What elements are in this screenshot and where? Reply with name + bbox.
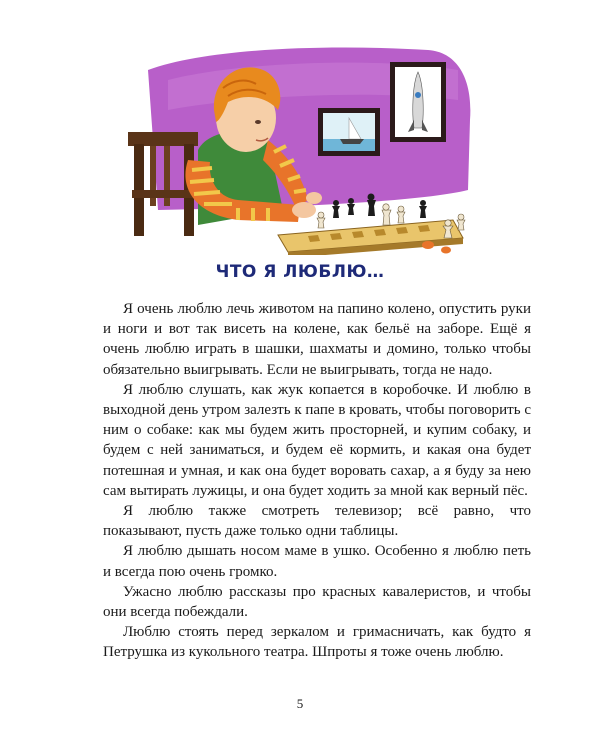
paragraph: Ужасно люблю рассказы про красных кавалеристов, и чтобы они всегда побеждали. [103,583,531,621]
paragraph: Я люблю слушать, как жук копается в коробочке. И люблю в выходной день утром залезть к папе в кровать, чтобы поговорить с ним о собаке: как мы будем жить просторней, и купим собаку, и будем с ней заниматься, и будем её кормить, и какая она будет потешная и умная, и как она будет воровать сахар, а я буду за нею сам вытирать лужицы, и она будет ходить за мной как верный пёс. [103,381,531,499]
story-text [103,299,531,663]
paragraph: Люблю стоять перед зеркалом и гримасничать, как будто я Петрушка из кукольного театра. Шпроты я тоже очень люблю. [103,624,531,661]
sailboat-picture [318,108,380,156]
paragraph: Я люблю также смотреть телевизор; всё равно, что показывают, пусть даже только одни таблицы. [103,503,531,540]
boy-playing-chess-illustration [128,40,478,255]
page-number: 5 [296,696,304,711]
chessboard [278,220,463,255]
paragraph: Я очень люблю лечь животом на папино колено, опустить руки и ноги и вот так висеть на колене, как бельё на заборе. Ещё я очень люблю играть в шашки, шахматы и домино, только чтобы обязательно выигрывать. Если не выигрывать, тогда не надо. [103,301,531,378]
story-title: ЧТО Я ЛЮБЛЮ… [215,262,385,282]
rocket-picture [390,62,446,142]
paragraph: Я люблю дышать носом маме в ушко. Особенно я люблю петь и всегда пою очень громко. [103,543,531,580]
